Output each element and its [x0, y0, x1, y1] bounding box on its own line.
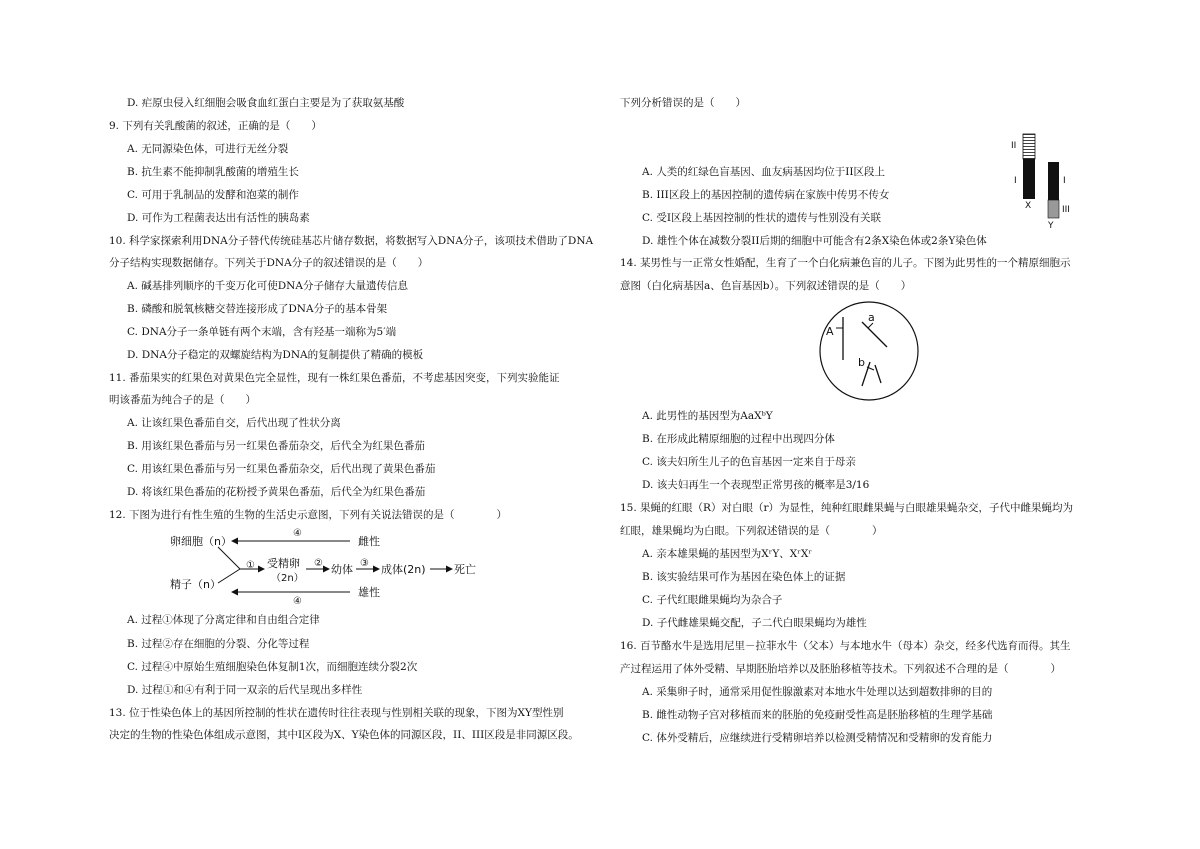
step1-label: ① — [246, 560, 255, 571]
q15-option-d: D. 子代雌雄果蝇交配，子二代白眼果蝇均为雄性 — [642, 617, 867, 629]
q14-option-d: D. 该夫妇再生一个表现型正常男孩的概率是3/16 — [642, 479, 870, 491]
q8-option-d: D. 疟原虫侵入红细胞会吸食血红蛋白主要是为了获取氨基酸 — [127, 97, 405, 109]
q11-option-d: D. 将该红果色番茄的花粉授予黄果色番茄，后代全为红果色番茄 — [127, 486, 426, 498]
q11-option-b: B. 用该红果色番茄与另一红果色番茄杂交，后代全为红果色番茄 — [127, 440, 425, 452]
q16-stem-line1: 16. 百节酪水牛是选用尼里－拉菲水牛（父本）与本地水牛（母本）杂交，经多代选育而得。其生 — [620, 640, 1071, 652]
y-chromosome-region-I — [1048, 162, 1059, 200]
q11-option-a: A. 让该红果色番茄自交，后代出现了性状分离 — [127, 417, 341, 429]
region-III-label: III — [1062, 205, 1070, 215]
x-chromosome-region-II — [1023, 134, 1035, 159]
step3-label: ③ — [360, 558, 369, 569]
q15-option-a: A. 亲本雄果蝇的基因型为XʳY、XʳXʳ — [642, 548, 813, 560]
q11-stem-line2: 明该番茄为纯合子的是（ ） — [109, 394, 256, 406]
q13-option-a: A. 人类的红绿色盲基因、血友病基因均位于II区段上 — [642, 166, 886, 178]
q9-option-b: B. 抗生素不能抑制乳酸菌的增殖生长 — [127, 166, 299, 178]
step4-top-label: ④ — [293, 528, 302, 539]
q15-stem-line1: 15. 果蝇的红眼（R）对白眼（r）为显性，纯种红眼雌果蝇与白眼雄果蝇杂交，子代中雌果蝇均为 — [620, 502, 1073, 514]
step4-bottom-label: ④ — [293, 596, 302, 607]
gene-b-label: b — [858, 356, 865, 369]
q10-option-c: C. DNA分子一条单链有两个末端，含有羟基一端称为5′端 — [127, 326, 397, 338]
q12-option-d: D. 过程①和④有利于同一双亲的后代呈现出多样性 — [127, 684, 363, 696]
left-column — [0, 0, 594, 849]
q9-option-d: D. 可作为工程菌表达出有活性的胰岛素 — [127, 212, 310, 224]
chromosome-y-label: Y — [1048, 221, 1054, 231]
q10-option-d: D. DNA分子稳定的双螺旋结构为DNA的复制提供了精确的模板 — [127, 349, 424, 361]
q13-stem-line2: 决定的生物的性染色体组成示意图，其中I区段为X、Y染色体的同源区段，II、III区段是非同源区段。 — [109, 729, 579, 741]
step2-label: ② — [314, 558, 323, 569]
chromosome-2 — [862, 322, 887, 347]
gene-a-label: a — [868, 311, 875, 324]
region-II-label: II — [1011, 141, 1017, 151]
q15-option-c: C. 子代红眼雌果蝇均为杂合子 — [642, 594, 783, 606]
q13-option-d: D. 雄性个体在减数分裂II后期的细胞中可能含有2条X染色体或2条Y染色体 — [642, 235, 987, 247]
zygote-label: 受精卵 — [267, 557, 300, 570]
q14-option-a: A. 此男性的基因型为AaXᵇY — [642, 410, 773, 422]
q12-stem: 12. 下图为进行有性生殖的生物的生活史示意图，下列有关说法错误的是（ ） — [109, 509, 508, 521]
life-cycle-diagram — [160, 526, 500, 606]
q13-stem-line1: 13. 位于性染色体上的基因所控制的性状在遗传时往往表现与性别相关联的现象，下图为XY型性别 — [109, 707, 564, 719]
q16-option-c: C. 体外受精后，应继续进行受精卵培养以检测受精情况和受精卵的发育能力 — [642, 732, 993, 744]
q15-option-b: B. 该实验结果可作为基因在染色体上的证据 — [642, 571, 846, 583]
q16-stem-line2: 产过程运用了体外受精、早期胚胎培养以及胚胎移植等技术。下列叙述不合理的是（ ） — [620, 663, 1061, 675]
sperm-label: 精子（n） — [170, 578, 221, 591]
q15-stem-line2: 红眼，雄果蝇均为白眼。下列叙述错误的是（ ） — [620, 525, 883, 537]
zygote-ploidy-label: （2n） — [271, 573, 304, 584]
q16-option-a: A. 采集卵子时，通常采用促性腺激素对本地水牛处理以达到超数排卵的目的 — [642, 686, 993, 698]
egg-to-zygote-line — [218, 547, 240, 569]
q13-option-b: B. III区段上的基因控制的遗传病在家族中传男不传女 — [642, 189, 890, 201]
q10-option-a: A. 碱基排列顺序的千变万化可使DNA分子储存大量遗传信息 — [127, 280, 408, 292]
right-column — [600, 0, 1200, 849]
q12-option-c: C. 过程④中原始生殖细胞染色体复制1次，而细胞连续分裂2次 — [127, 661, 418, 673]
q13-option-c: C. 受I区段上基因控制的性状的遗传与性别没有关联 — [642, 212, 881, 224]
q9-option-a: A. 无同源染色体，可进行无丝分裂 — [127, 143, 289, 155]
sperm-to-zygote-line — [218, 569, 240, 583]
larva-label: 幼体 — [331, 563, 353, 576]
egg-label: 卵细胞（n） — [170, 535, 232, 548]
chromosome-4 — [875, 365, 881, 383]
q14-stem-line2: 意图（白化病基因a、色盲基因b）。下列叙述错误的是（ ） — [620, 280, 912, 292]
q13-stem-continued: 下列分析错误的是（ ） — [620, 97, 746, 109]
y-chromosome-region-III — [1048, 200, 1059, 218]
x-chromosome-region-I — [1023, 159, 1035, 199]
chromosome-x-label: X — [1025, 201, 1032, 211]
q9-option-c: C. 可用于乳制品的发酵和泡菜的制作 — [127, 189, 299, 201]
region-I-right-label: I — [1063, 176, 1066, 186]
q10-stem-line1: 10. 科学家探索利用DNA分子替代传统硅基芯片储存数据，将数据写入DNA分子，该项技术借助了DNA — [109, 235, 594, 247]
spermatogonium-diagram — [818, 300, 920, 402]
q9-stem: 9. 下列有关乳酸菌的叙述，正确的是（ ） — [109, 120, 322, 132]
q10-stem-line2: 分子结构实现数据储存。下列关于DNA分子的叙述错误的是（ ） — [109, 257, 429, 269]
q10-option-b: B. 磷酸和脱氧核糖交替连接形成了DNA分子的基本骨架 — [127, 303, 388, 315]
q14-option-b: B. 在形成此精原细胞的过程中出现四分体 — [642, 433, 835, 445]
sex-chromosome-diagram — [1010, 130, 1080, 230]
male-label: 雄性 — [358, 586, 380, 599]
q12-option-b: B. 过程②存在细胞的分裂、分化等过程 — [127, 638, 310, 650]
q14-stem-line1: 14. 某男性与一正常女性婚配，生育了一个白化病兼色盲的儿子。下图为此男性的一个精原细胞示 — [620, 257, 1071, 269]
q12-option-a: A. 过程①体现了分离定律和自由组合定律 — [127, 614, 320, 626]
region-I-left-label: I — [1014, 176, 1017, 186]
q14-option-c: C. 该夫妇所生儿子的色盲基因一定来自于母亲 — [642, 456, 856, 468]
gene-A-label: A — [826, 325, 834, 338]
q16-option-b: B. 雌性动物子宫对移植而来的胚胎的免疫耐受性高是胚胎移植的生理学基础 — [642, 709, 993, 721]
q11-option-c: C. 用该红果色番茄与另一红果色番茄杂交，后代出现了黄果色番茄 — [127, 463, 436, 475]
death-label: 死亡 — [454, 563, 476, 576]
adult-label: 成体(2n) — [381, 563, 426, 576]
q11-stem-line1: 11. 番茄果实的红果色对黄果色完全显性，现有一株红果色番茄，不考虑基因突变，下列实验能证 — [109, 372, 560, 384]
female-label: 雌性 — [358, 535, 380, 548]
